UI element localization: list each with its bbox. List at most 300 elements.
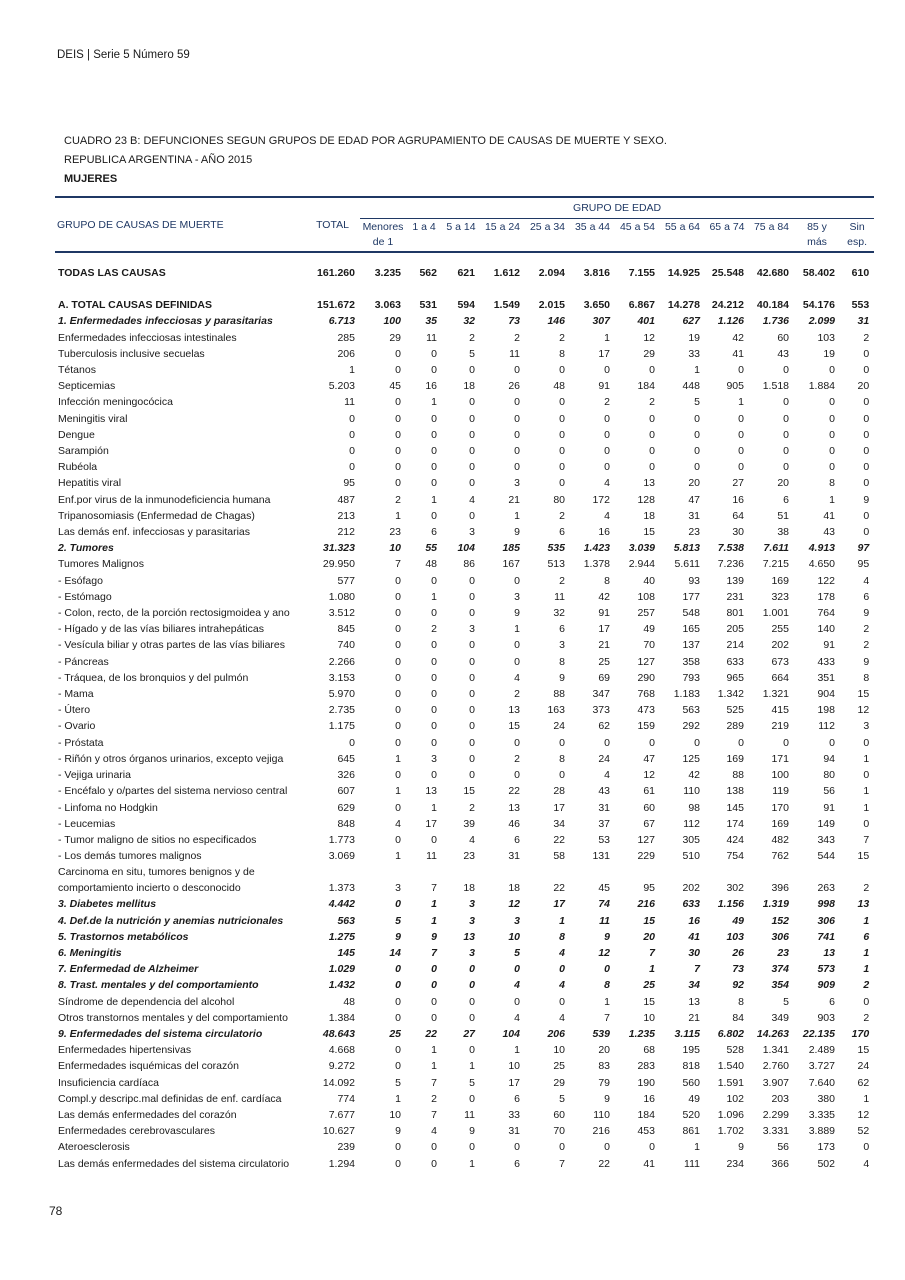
value-cell: 3 bbox=[469, 914, 475, 927]
table-row bbox=[55, 961, 874, 977]
value-cell: 13 bbox=[823, 946, 835, 959]
value-cell: 0 bbox=[863, 769, 870, 782]
value-cell: 7.677 bbox=[328, 1108, 355, 1121]
value-cell: 0 bbox=[514, 995, 520, 1008]
value-cell: 0 bbox=[559, 364, 565, 377]
value-cell: 3 bbox=[514, 477, 520, 490]
value-cell: 93 bbox=[688, 574, 700, 587]
value-cell: 2 bbox=[514, 688, 520, 701]
value-cell: 0 bbox=[829, 445, 835, 458]
value-cell: 34 bbox=[553, 817, 565, 830]
value-cell: 45 bbox=[598, 882, 610, 895]
value-cell: 2 bbox=[395, 493, 401, 506]
value-cell: 0 bbox=[694, 428, 700, 441]
value-cell: 9 bbox=[604, 1092, 610, 1105]
value-cell: 15 bbox=[857, 1044, 870, 1057]
row-label: Enfermedades isquémicas del corazón bbox=[58, 1060, 239, 1073]
value-cell: 48.643 bbox=[322, 1027, 355, 1040]
value-cell: 1.736 bbox=[762, 315, 789, 328]
value-cell: 9 bbox=[863, 655, 870, 668]
value-cell: 16 bbox=[688, 914, 700, 927]
value-cell: 1 bbox=[863, 946, 870, 959]
value-cell: 1 bbox=[395, 752, 401, 765]
value-cell: 1 bbox=[514, 1044, 520, 1057]
value-cell: 8 bbox=[559, 930, 565, 943]
value-cell: 4 bbox=[514, 979, 520, 992]
value-cell: 768 bbox=[637, 688, 655, 701]
value-cell: 0 bbox=[514, 736, 520, 749]
column-header-age: 65 a 74 bbox=[709, 221, 745, 234]
value-cell: 184 bbox=[637, 1108, 655, 1121]
table-row bbox=[55, 816, 874, 832]
value-cell: 848 bbox=[337, 817, 355, 830]
value-cell: 74 bbox=[598, 898, 610, 911]
value-cell: 8 bbox=[559, 347, 565, 360]
value-cell: 762 bbox=[771, 850, 789, 863]
value-cell: 1 bbox=[395, 1092, 401, 1105]
value-cell: 9 bbox=[469, 1125, 475, 1138]
value-cell: 0 bbox=[431, 736, 437, 749]
value-cell: 103 bbox=[726, 930, 744, 943]
value-cell: 380 bbox=[817, 1092, 835, 1105]
row-label: - Páncreas bbox=[58, 655, 109, 668]
value-cell: 290 bbox=[637, 671, 655, 684]
value-cell: 3.069 bbox=[328, 850, 355, 863]
value-cell: 5.813 bbox=[673, 542, 700, 555]
value-cell: 0 bbox=[431, 1157, 437, 1170]
value-cell: 0 bbox=[469, 720, 475, 733]
value-cell: 510 bbox=[682, 850, 700, 863]
value-cell: 6 bbox=[783, 493, 789, 506]
value-cell: 1 bbox=[431, 1044, 437, 1057]
value-cell: 366 bbox=[771, 1157, 789, 1170]
row-label: - Hígado y de las vías biliares intrahepáticas bbox=[58, 623, 265, 636]
value-cell: 49 bbox=[688, 1092, 700, 1105]
table-row bbox=[55, 1091, 874, 1107]
value-cell: 396 bbox=[771, 882, 789, 895]
value-cell: 4 bbox=[604, 769, 610, 782]
value-cell: 0 bbox=[431, 347, 437, 360]
value-cell: 482 bbox=[771, 833, 789, 846]
column-header-age: 1 a 4 bbox=[412, 221, 436, 234]
value-cell: 633 bbox=[682, 898, 700, 911]
value-cell: 0 bbox=[649, 428, 655, 441]
value-cell: 110 bbox=[593, 1108, 610, 1121]
value-cell: 122 bbox=[817, 574, 835, 587]
value-cell: 7.236 bbox=[717, 558, 744, 571]
value-cell: 6.713 bbox=[328, 315, 355, 328]
value-cell: 8 bbox=[559, 655, 565, 668]
column-header-total: TOTAL bbox=[305, 197, 360, 252]
value-cell: 448 bbox=[682, 380, 700, 393]
value-cell: 0 bbox=[559, 445, 565, 458]
value-cell: 7 bbox=[431, 946, 437, 959]
value-cell: 6 bbox=[559, 526, 565, 539]
value-cell: 5 bbox=[783, 995, 789, 1008]
row-label: - Leucemias bbox=[58, 817, 116, 830]
value-cell: 1.294 bbox=[328, 1157, 355, 1170]
value-cell: 0 bbox=[783, 736, 789, 749]
value-cell: 33 bbox=[688, 347, 700, 360]
table-row bbox=[55, 573, 874, 589]
value-cell: 4 bbox=[469, 493, 475, 506]
row-label: Otros transtornos mentales y del comportamiento bbox=[58, 1011, 288, 1024]
value-cell: 0 bbox=[559, 995, 565, 1008]
value-cell: 610 bbox=[851, 267, 870, 279]
column-header-age-line2: esp. bbox=[840, 236, 874, 252]
value-cell: 127 bbox=[637, 655, 655, 668]
value-cell: 326 bbox=[337, 769, 355, 782]
value-cell: 9 bbox=[395, 1125, 401, 1138]
table-row bbox=[55, 427, 874, 443]
value-cell: 14.925 bbox=[667, 267, 700, 279]
value-cell: 110 bbox=[683, 785, 700, 798]
value-cell: 0 bbox=[604, 364, 610, 377]
value-cell: 216 bbox=[637, 898, 655, 911]
value-cell: 1 bbox=[694, 1141, 700, 1154]
row-label: 5. Trastornos metabólicos bbox=[58, 930, 189, 943]
value-cell: 544 bbox=[817, 850, 835, 863]
value-cell: 0 bbox=[395, 963, 401, 976]
value-cell: 0 bbox=[469, 445, 475, 458]
value-cell: 170 bbox=[851, 1027, 870, 1040]
row-label: - Mama bbox=[58, 688, 94, 701]
value-cell: 2 bbox=[431, 623, 437, 636]
value-cell: 8 bbox=[863, 671, 870, 684]
row-label: - Útero bbox=[58, 704, 91, 717]
column-header-age: 5 a 14 bbox=[446, 221, 476, 234]
value-cell: 553 bbox=[851, 299, 870, 312]
value-cell: 0 bbox=[649, 736, 655, 749]
table-row bbox=[55, 1156, 874, 1172]
value-cell: 22.135 bbox=[802, 1027, 835, 1040]
value-cell: 2.299 bbox=[762, 1108, 789, 1121]
row-label: - Ovario bbox=[58, 720, 96, 733]
table-row bbox=[55, 540, 874, 556]
column-header-age-line2 bbox=[442, 236, 480, 252]
table-row bbox=[55, 913, 874, 929]
value-cell: 12 bbox=[598, 946, 610, 959]
value-cell: 1.341 bbox=[762, 1044, 789, 1057]
row-label: - Esófago bbox=[58, 574, 103, 587]
value-cell: 2 bbox=[514, 331, 520, 344]
value-cell: 43 bbox=[598, 785, 610, 798]
row-label: A. TOTAL CAUSAS DEFINIDAS bbox=[58, 299, 213, 312]
value-cell: 2.944 bbox=[628, 558, 655, 571]
value-cell: 0 bbox=[395, 671, 401, 684]
spacer-cell bbox=[55, 252, 874, 265]
value-cell: 0 bbox=[559, 769, 565, 782]
table-row bbox=[55, 589, 874, 605]
value-cell: 0 bbox=[395, 623, 401, 636]
value-cell: 513 bbox=[547, 558, 565, 571]
value-cell: 95 bbox=[343, 477, 355, 490]
value-cell: 0 bbox=[395, 1011, 401, 1024]
table-row bbox=[55, 718, 874, 734]
spacer-row bbox=[55, 252, 874, 265]
value-cell: 0 bbox=[514, 1141, 520, 1154]
column-header-age-line2 bbox=[705, 236, 749, 252]
table-row bbox=[55, 686, 874, 702]
value-cell: 14.278 bbox=[667, 299, 700, 312]
table-row bbox=[55, 1042, 874, 1058]
value-cell: 861 bbox=[682, 1125, 700, 1138]
value-cell: 10 bbox=[508, 930, 520, 943]
table-row bbox=[55, 654, 874, 670]
value-cell: 9 bbox=[559, 671, 565, 684]
value-cell: 137 bbox=[682, 639, 700, 652]
value-cell: 6 bbox=[863, 930, 870, 943]
value-cell: 0 bbox=[469, 396, 475, 409]
value-cell: 4.668 bbox=[328, 1044, 355, 1057]
value-cell: 0 bbox=[431, 769, 437, 782]
value-cell: 239 bbox=[337, 1141, 355, 1154]
value-cell: 0 bbox=[431, 720, 437, 733]
value-cell: 6 bbox=[559, 623, 565, 636]
value-cell: 169 bbox=[726, 752, 744, 765]
value-cell: 0 bbox=[469, 1141, 475, 1154]
row-label: Las demás enfermedades del corazón bbox=[58, 1108, 237, 1121]
value-cell: 11 bbox=[599, 914, 610, 927]
value-cell: 1.156 bbox=[717, 898, 744, 911]
column-header-age-line2 bbox=[406, 236, 442, 252]
value-cell: 0 bbox=[694, 445, 700, 458]
value-cell: 0 bbox=[469, 412, 475, 425]
value-cell: 20 bbox=[688, 477, 700, 490]
value-cell: 528 bbox=[726, 1044, 744, 1057]
value-cell: 169 bbox=[771, 574, 789, 587]
value-cell: 358 bbox=[682, 655, 700, 668]
value-cell: 174 bbox=[726, 817, 744, 830]
value-cell: 0 bbox=[469, 639, 475, 652]
value-cell: 4.913 bbox=[808, 542, 835, 555]
value-cell: 131 bbox=[592, 850, 610, 863]
value-cell: 0 bbox=[829, 364, 835, 377]
value-cell: 3.907 bbox=[762, 1076, 789, 1089]
table-row bbox=[55, 751, 874, 767]
value-cell: 1.096 bbox=[717, 1108, 744, 1121]
value-cell: 4 bbox=[469, 833, 475, 846]
value-cell: 3.331 bbox=[762, 1125, 789, 1138]
value-cell: 3.115 bbox=[674, 1027, 700, 1040]
value-cell: 4 bbox=[863, 1157, 870, 1170]
value-cell: 6 bbox=[514, 833, 520, 846]
value-cell: 0 bbox=[783, 396, 789, 409]
row-label: - Próstata bbox=[58, 736, 104, 749]
value-cell: 0 bbox=[649, 461, 655, 474]
column-header-age: 75 a 84 bbox=[753, 221, 790, 234]
value-cell: 17 bbox=[553, 801, 565, 814]
value-cell: 1 bbox=[431, 898, 437, 911]
value-cell: 1 bbox=[431, 493, 437, 506]
value-cell: 31.323 bbox=[322, 542, 355, 555]
value-cell: 349 bbox=[771, 1011, 789, 1024]
value-cell: 845 bbox=[337, 623, 355, 636]
gap-row bbox=[55, 281, 874, 297]
value-cell: 171 bbox=[771, 752, 789, 765]
value-cell: 214 bbox=[726, 639, 744, 652]
value-cell: 15 bbox=[857, 688, 870, 701]
value-cell: 0 bbox=[514, 963, 520, 976]
value-cell: 73 bbox=[508, 315, 520, 328]
value-cell: 28 bbox=[553, 785, 565, 798]
value-cell: 3.063 bbox=[374, 299, 401, 312]
value-cell: 5 bbox=[694, 396, 700, 409]
value-cell: 12 bbox=[857, 704, 870, 717]
value-cell: 25 bbox=[643, 979, 655, 992]
table-row bbox=[55, 362, 874, 378]
value-cell: 0 bbox=[738, 445, 744, 458]
value-cell: 88 bbox=[732, 769, 744, 782]
value-cell: 177 bbox=[682, 590, 700, 603]
value-cell: 205 bbox=[726, 623, 744, 636]
value-cell: 41 bbox=[823, 509, 835, 522]
value-cell: 0 bbox=[469, 1092, 475, 1105]
table-head bbox=[55, 197, 874, 252]
value-cell: 0 bbox=[783, 461, 789, 474]
value-cell: 0 bbox=[431, 639, 437, 652]
value-cell: 0 bbox=[604, 461, 610, 474]
value-cell: 0 bbox=[604, 412, 610, 425]
value-cell: 79 bbox=[598, 1076, 610, 1089]
value-cell: 2 bbox=[431, 1092, 437, 1105]
table-row bbox=[55, 297, 874, 313]
value-cell: 11 bbox=[509, 347, 520, 360]
value-cell: 56 bbox=[823, 785, 835, 798]
row-label: - Los demás tumores malignos bbox=[58, 850, 202, 863]
value-cell: 11 bbox=[344, 396, 355, 409]
value-cell: 774 bbox=[337, 1092, 355, 1105]
value-cell: 3 bbox=[514, 590, 520, 603]
value-cell: 0 bbox=[395, 639, 401, 652]
value-cell: 128 bbox=[637, 493, 655, 506]
value-cell: 7 bbox=[863, 833, 870, 846]
value-cell: 0 bbox=[694, 461, 700, 474]
value-cell: 7 bbox=[649, 946, 655, 959]
value-cell: 0 bbox=[431, 607, 437, 620]
value-cell: 43 bbox=[777, 347, 789, 360]
row-label: 2. Tumores bbox=[58, 542, 114, 555]
value-cell: 5 bbox=[469, 1076, 475, 1089]
value-cell: 234 bbox=[726, 1157, 744, 1170]
value-cell: 0 bbox=[349, 736, 355, 749]
table-row bbox=[55, 1026, 874, 1042]
value-cell: 7.155 bbox=[628, 267, 655, 279]
value-cell: 2 bbox=[863, 623, 870, 636]
value-cell: 0 bbox=[559, 461, 565, 474]
value-cell: 347 bbox=[592, 688, 610, 701]
value-cell: 45 bbox=[389, 380, 401, 393]
value-cell: 3.816 bbox=[583, 267, 610, 279]
table-row bbox=[55, 508, 874, 524]
value-cell: 0 bbox=[559, 1141, 565, 1154]
value-cell: 86 bbox=[463, 558, 475, 571]
table-row bbox=[55, 994, 874, 1010]
value-cell: 25 bbox=[598, 655, 610, 668]
value-cell: 903 bbox=[817, 1011, 835, 1024]
value-cell: 0 bbox=[431, 704, 437, 717]
value-cell: 73 bbox=[732, 963, 744, 976]
value-cell: 0 bbox=[514, 364, 520, 377]
value-cell: 7.611 bbox=[763, 542, 789, 555]
value-cell: 0 bbox=[469, 979, 475, 992]
value-cell: 1 bbox=[863, 801, 870, 814]
row-label: 1. Enfermedades infecciosas y parasitarias bbox=[58, 315, 273, 328]
value-cell: 92 bbox=[732, 979, 744, 992]
value-cell: 13 bbox=[643, 477, 655, 490]
value-cell: 0 bbox=[863, 428, 870, 441]
value-cell: 1 bbox=[649, 963, 655, 976]
value-cell: 18 bbox=[463, 380, 475, 393]
value-cell: 2 bbox=[863, 1011, 870, 1024]
value-cell: 22 bbox=[598, 1157, 610, 1170]
value-cell: 11 bbox=[554, 590, 565, 603]
value-cell: 0 bbox=[469, 963, 475, 976]
value-cell: 3.889 bbox=[808, 1125, 835, 1138]
row-label: - Tumor maligno de sitios no especificados bbox=[58, 833, 257, 846]
value-cell: 15 bbox=[643, 995, 655, 1008]
value-cell: 18 bbox=[463, 882, 475, 895]
value-cell: 83 bbox=[598, 1060, 610, 1073]
value-cell: 0 bbox=[431, 509, 437, 522]
value-cell: 8 bbox=[829, 477, 835, 490]
value-cell: 97 bbox=[857, 542, 870, 555]
value-cell: 2.735 bbox=[328, 704, 355, 717]
value-cell: 9 bbox=[738, 1141, 744, 1154]
column-header-age: 35 a 44 bbox=[574, 221, 611, 234]
value-cell: 15 bbox=[508, 720, 520, 733]
value-cell: 0 bbox=[469, 509, 475, 522]
value-cell: 1.540 bbox=[717, 1060, 744, 1073]
value-cell: 323 bbox=[771, 590, 789, 603]
value-cell: 904 bbox=[817, 688, 835, 701]
value-cell: 5.970 bbox=[328, 688, 355, 701]
value-cell: 29 bbox=[643, 347, 655, 360]
value-cell: 88 bbox=[553, 688, 565, 701]
column-header-age: 25 a 34 bbox=[529, 221, 566, 234]
value-cell: 100 bbox=[383, 315, 401, 328]
value-cell: 167 bbox=[502, 558, 520, 571]
value-cell: 0 bbox=[559, 412, 565, 425]
table-row bbox=[55, 475, 874, 491]
value-cell: 139 bbox=[726, 574, 744, 587]
value-cell: 60 bbox=[777, 331, 789, 344]
value-cell: 11 bbox=[426, 850, 437, 863]
value-cell: 633 bbox=[726, 655, 744, 668]
value-cell: 0 bbox=[395, 720, 401, 733]
value-cell: 0 bbox=[431, 461, 437, 474]
value-cell: 4 bbox=[514, 671, 520, 684]
row-label: Las demás enf. infecciosas y parasitarias bbox=[58, 526, 251, 539]
value-cell: 0 bbox=[395, 428, 401, 441]
value-cell: 0 bbox=[469, 752, 475, 765]
value-cell: 0 bbox=[783, 445, 789, 458]
column-header-age: 15 a 24 bbox=[484, 221, 521, 234]
causes-of-death-table bbox=[55, 196, 874, 1172]
value-cell: 7.538 bbox=[717, 542, 744, 555]
value-cell: 1.275 bbox=[328, 930, 355, 943]
table-title: CUADRO 23 B: DEFUNCIONES SEGUN GRUPOS DE EDAD POR AGRUPAMIENTO DE CAUSAS DE MUERTE Y SEXO. bbox=[64, 135, 667, 147]
value-cell: 23 bbox=[463, 850, 475, 863]
value-cell: 0 bbox=[863, 509, 870, 522]
value-cell: 140 bbox=[817, 623, 835, 636]
value-cell: 0 bbox=[738, 428, 744, 441]
value-cell: 0 bbox=[783, 412, 789, 425]
value-cell: 0 bbox=[469, 688, 475, 701]
value-cell: 15 bbox=[857, 850, 870, 863]
value-cell: 0 bbox=[694, 412, 700, 425]
value-cell: 0 bbox=[738, 364, 744, 377]
